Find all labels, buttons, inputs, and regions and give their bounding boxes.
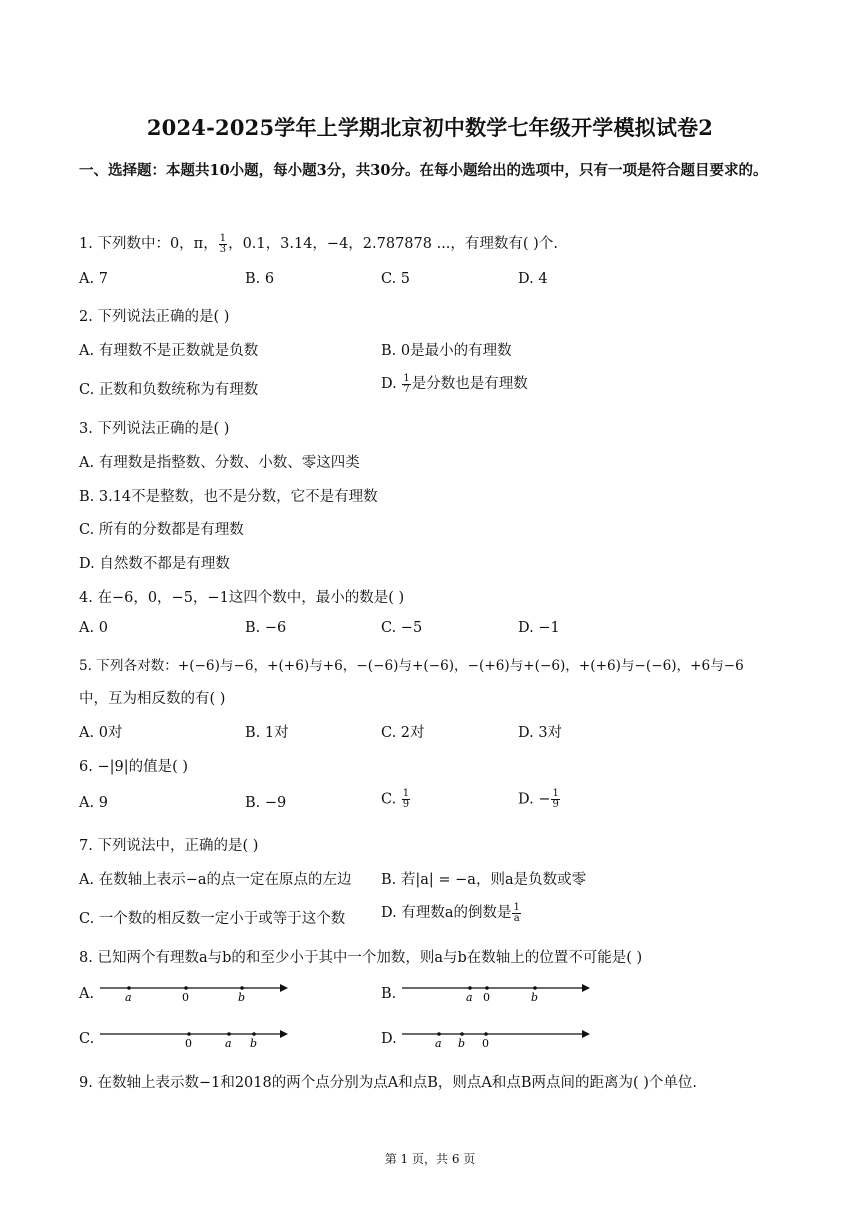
q5-option-b: B. 1对 [245, 725, 289, 741]
q1-stem-post: ，0.1，3.14，−4，2.787878 ...，有理数有( )个. [228, 236, 558, 252]
q8-b-label-1: a [466, 991, 473, 1004]
q3-option-d: D. 自然数不都是有理数 [79, 556, 230, 572]
question-2-stem: 2. 下列说法正确的是( ) [79, 309, 230, 325]
q6-option-d: D. − $\frac{1}{9}$ [518, 788, 559, 810]
question-9-stem: 9. 在数轴上表示数−1和2018的两个点分别为点A和点B，则点A和点B两点间的距离为( )个单位. [79, 1075, 698, 1091]
q1-option-b: B. 6 [245, 271, 275, 287]
q1-option-a: A. 7 [79, 271, 108, 287]
question-5-stem: 5. 下列各对数：+(−6)与−6，+(+6)与+6，−(−6)与+(−6)，−(+6)与+(−6)，+(+6)与−(−6)，+6与−6 [79, 658, 744, 674]
q6-option-b: B. −9 [245, 795, 287, 811]
q8-a-label-1: a [125, 991, 132, 1004]
q3-option-a: A. 有理数是指整数、分数、小数、零这四类 [79, 455, 360, 471]
question-6-stem: 6. −|9|的值是( ) [79, 759, 189, 775]
q6-option-c: C. $\frac{1}{9}$ [381, 788, 410, 810]
q8-option-c: C. [79, 1031, 95, 1047]
q3-option-b: B. 3.14不是整数，也不是分数，它不是有理数 [79, 489, 378, 505]
question-8-stem: 8. 已知两个有理数a与b的和至少小于其中一个加数，则a与b在数轴上的位置不可能是( ) [79, 950, 643, 966]
q8-number-line-d [400, 1026, 590, 1050]
q8-number-line-a [98, 980, 288, 1004]
page-footer: 第 1 页，共 6 页 [384, 1152, 476, 1166]
q8-d-label-2: b [458, 1037, 466, 1050]
q1-fraction: $\frac{1}{3}$ [219, 232, 227, 255]
q8-b-label-3: b [531, 991, 539, 1004]
q7-d-fraction: $\frac{1}{a}$ [513, 901, 520, 924]
question-1-stem [79, 232, 558, 255]
q4-option-b: B. −6 [245, 620, 287, 636]
section-heading: 一、选择题：本题共10小题，每小题3分，共30分。在每小题给出的选项中，只有一项是符合题目要求的。 [79, 162, 768, 179]
question-7-stem: 7. 下列说法中，正确的是( ) [79, 838, 259, 854]
q8-option-a: A. [79, 986, 95, 1002]
q5-option-c: C. 2对 [381, 725, 425, 741]
q8-c-label-2: a [225, 1037, 232, 1050]
q8-a-label-3: b [238, 991, 246, 1004]
q8-number-line-c [98, 1026, 288, 1050]
q6-d-fraction: $\frac{1}{9}$ [552, 788, 559, 810]
q1-option-d: D. 4 [518, 271, 548, 287]
q8-option-b: B. [381, 986, 397, 1002]
q8-c-label-1: 0 [185, 1037, 192, 1050]
q5-option-a: A. 0对 [79, 725, 123, 741]
q4-option-a: A. 0 [79, 620, 108, 636]
q8-option-d: D. [381, 1031, 397, 1047]
q3-option-c: C. 所有的分数都是有理数 [79, 522, 244, 538]
q4-option-d: D. −1 [518, 620, 560, 636]
q8-b-label-2: 0 [483, 991, 490, 1004]
q7-option-d: D. 有理数a的倒数是 $\frac{1}{a}$ [381, 901, 520, 924]
q8-c-label-3: b [250, 1037, 258, 1050]
question-5-stem-cont: 中，互为相反数的有( ) [79, 691, 226, 707]
q8-d-label-1: a [435, 1037, 442, 1050]
q2-option-d: D. $\frac{1}{7}$ 是分数也是有理数 [381, 372, 528, 395]
q1-stem-pre: 1. 下列数中：0，π， [79, 236, 218, 252]
q4-option-c: C. −5 [381, 620, 423, 636]
q6-c-fraction: $\frac{1}{9}$ [402, 788, 410, 810]
question-3-stem: 3. 下列说法正确的是( ) [79, 421, 230, 437]
q5-option-d: D. 3对 [518, 725, 563, 741]
page-title: 2024-2025学年上学期北京初中数学七年级开学模拟试卷2 [146, 115, 714, 140]
q7-option-b: B. 若|a| = −a，则a是负数或零 [381, 872, 587, 888]
q2-option-a: A. 有理数不是正数就是负数 [79, 343, 259, 359]
q7-option-a: A. 在数轴上表示−a的点一定在原点的左边 [79, 872, 352, 888]
q7-option-c: C. 一个数的相反数一定小于或等于这个数 [79, 911, 346, 927]
question-4-stem: 4. 在−6，0，−5，−1这四个数中，最小的数是( ) [79, 590, 405, 606]
q2-option-b: B. 0是最小的有理数 [381, 343, 512, 359]
q2-option-c: C. 正数和负数统称为有理数 [79, 382, 259, 398]
q1-option-c: C. 5 [381, 271, 411, 287]
q8-number-line-b [400, 980, 590, 1004]
q8-a-label-2: 0 [182, 991, 189, 1004]
q6-option-a: A. 9 [79, 795, 108, 811]
q2-d-fraction: $\frac{1}{7}$ [403, 372, 410, 395]
q8-d-label-3: 0 [482, 1037, 489, 1050]
